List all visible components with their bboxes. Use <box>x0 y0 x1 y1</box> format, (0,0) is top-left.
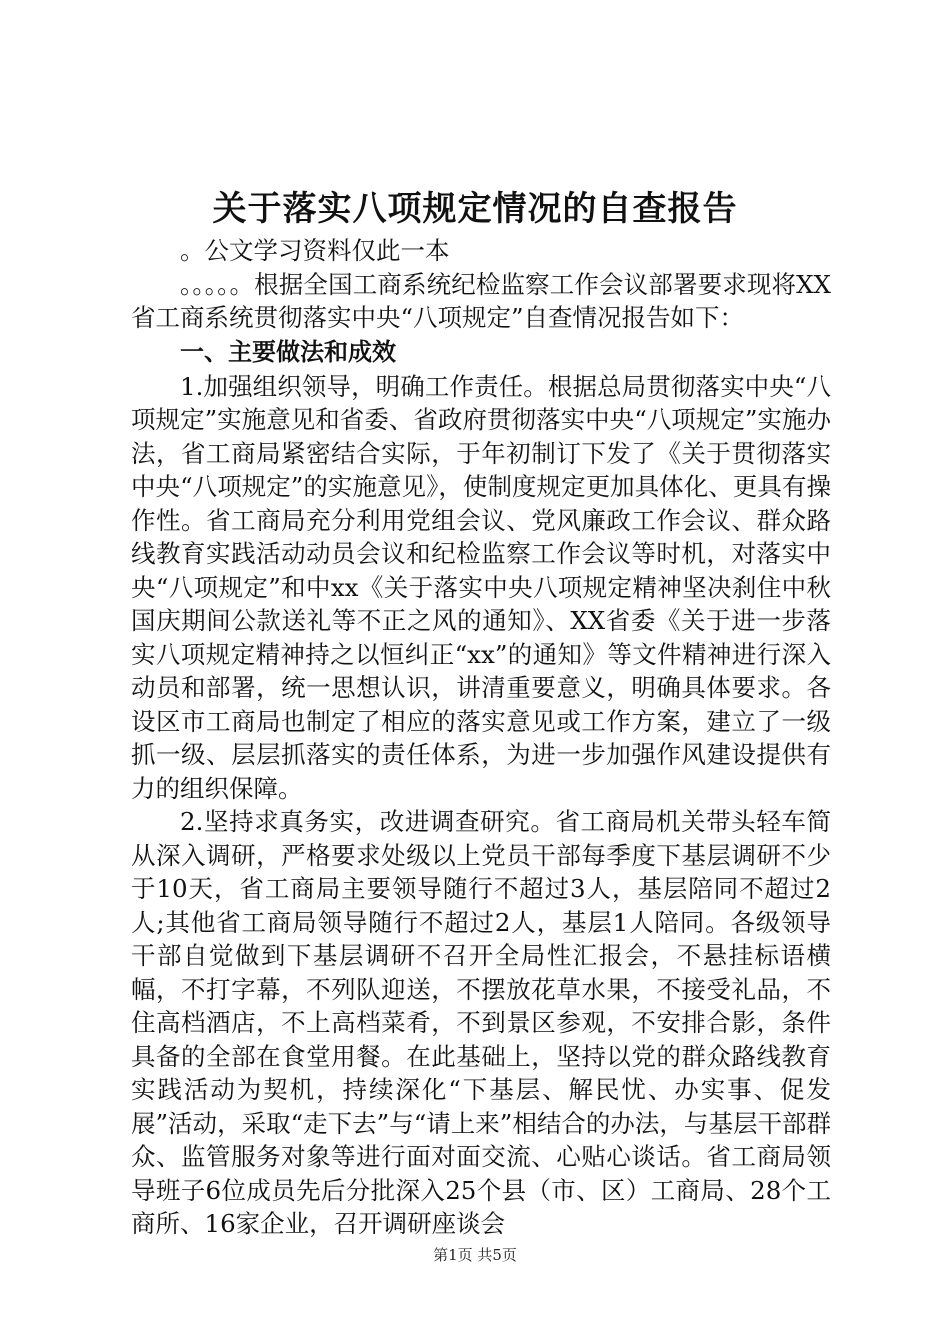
intro-line-source: 。公文学习资料仅此一本 <box>180 236 450 265</box>
paragraph-1: 1.加强组织领导，明确工作责任。根据总局贯彻落实中央“八项规定”实施意见和省委、省政府贯彻落实中央“八项规定”实施办法，省工商局紧密结合实际，于年初制订下发了《关于贯彻落实中央“八项规定”的实施意见》，使制度规定更加具体化、更具有操作性。省工商局充分利用党组会议、党风廉政工作会议、群众路线教育实践活动动员会议和纪检监察工作会议等时机，对落实中央“八项规定”和中xx《关于落实中央八项规定精神坚决刹住中秋国庆期间公款送礼等不正之风的通知》、XX省委《关于进一步落实八项规定精神持之以恒纠正“xx”的通知》等文件精神进行深入动员和部署，统一思想认识，讲清重要意义，明确具体要求。各设区市工商局也制定了相应的落实意见或工作方案，建立了一级抓一级、层层抓落实的责任体系，为进一步加强作风建设提供有力的组织保障。 <box>131 371 831 803</box>
section-heading-1: 一、主要做法和成效 <box>180 337 396 366</box>
document-body <box>131 234 831 1241</box>
paragraph-2: 2.坚持求真务实，改进调查研究。省工商局机关带头轻车简从深入调研，严格要求处级以上党员干部每季度下基层调研不少于10天，省工商局主要领导随行不超过3人，基层陪同不超过2人;其他省工商局领导随行不超过2人，基层1人陪同。各级领导干部自觉做到下基层调研不召开全局性汇报会，不悬挂标语横幅，不打字幕，不列队迎送，不摆放花草水果，不接受礼品，不住高档酒店，不上高档菜肴，不到景区参观，不安排合影，条件具备的全部在食堂用餐。在此基础上，坚持以党的群众路线教育实践活动为契机，持续深化“下基层、解民忧、办实事、促发展”活动，采取“走下去”与“请上来”相结合的办法，与基层干部群众、监管服务对象等进行面对面交流、心贴心谈话。省工商局领导班子6位成员先后分批深入25个县（市、区）工商局、28个工商所、16家企业，召开调研座谈会 <box>131 807 831 1238</box>
page-footer: 第1页 共5页 <box>433 1246 517 1264</box>
intro-paragraph: 。。。。。根据全国工商系统纪检监察工作会议部署要求现将XX省工商系统贯彻落实中央“八项规定”自查情况报告如下： <box>131 269 831 332</box>
document-title: 关于落实八项规定情况的自查报告 <box>212 189 738 229</box>
